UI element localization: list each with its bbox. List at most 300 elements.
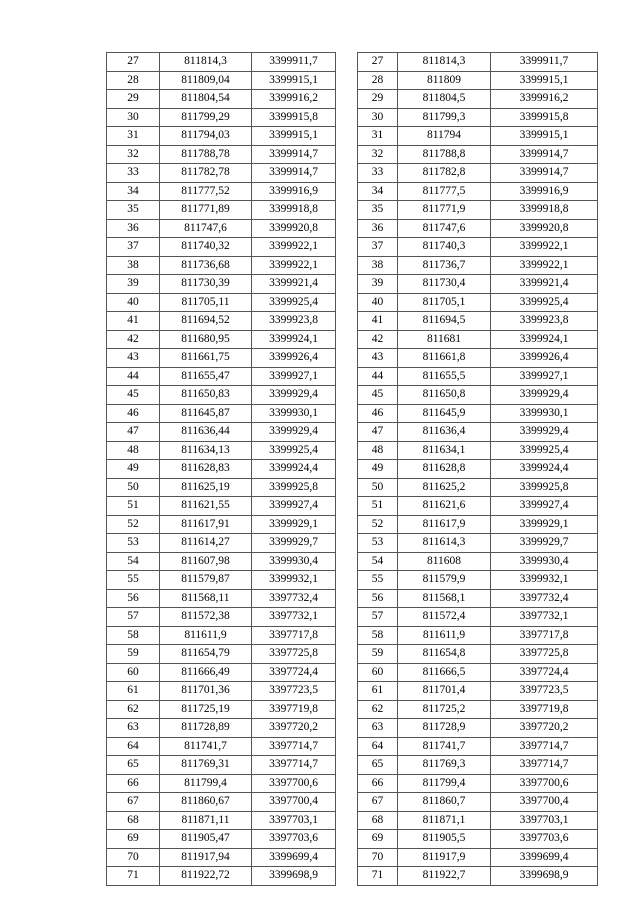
x-coordinate-cell: 811777,52 bbox=[160, 182, 252, 201]
table-row bbox=[107, 71, 598, 90]
y-coordinate-cell-right: 3399915,1 bbox=[491, 71, 598, 90]
table-gap-cell bbox=[336, 867, 358, 886]
point-number-cell: 48 bbox=[107, 441, 160, 460]
y-coordinate-cell: 3397720,2 bbox=[252, 719, 336, 738]
table-gap-cell bbox=[336, 700, 358, 719]
x-coordinate-cell: 811701,36 bbox=[160, 682, 252, 701]
table-gap-cell bbox=[336, 737, 358, 756]
point-number-cell-right: 45 bbox=[358, 386, 398, 405]
table-gap-cell bbox=[336, 145, 358, 164]
point-number-cell: 67 bbox=[107, 793, 160, 812]
x-coordinate-cell: 811628,83 bbox=[160, 460, 252, 479]
point-number-cell-right: 28 bbox=[358, 71, 398, 90]
y-coordinate-cell-right: 3399923,8 bbox=[491, 312, 598, 331]
x-coordinate-cell-right: 811568,1 bbox=[398, 589, 491, 608]
x-coordinate-cell-right: 811572,4 bbox=[398, 608, 491, 627]
point-number-cell-right: 57 bbox=[358, 608, 398, 627]
table-gap-cell bbox=[336, 256, 358, 275]
x-coordinate-cell-right: 811694,5 bbox=[398, 312, 491, 331]
x-coordinate-cell-right: 811922,7 bbox=[398, 867, 491, 886]
y-coordinate-cell-right: 3399932,1 bbox=[491, 571, 598, 590]
point-number-cell-right: 52 bbox=[358, 515, 398, 534]
y-coordinate-cell-right: 3399699,4 bbox=[491, 848, 598, 867]
table-gap-cell bbox=[336, 478, 358, 497]
x-coordinate-cell-right: 811860,7 bbox=[398, 793, 491, 812]
table-row bbox=[107, 367, 598, 386]
x-coordinate-cell-right: 811794 bbox=[398, 127, 491, 146]
x-coordinate-cell-right: 811777,5 bbox=[398, 182, 491, 201]
y-coordinate-cell: 3399927,4 bbox=[252, 497, 336, 516]
point-number-cell-right: 40 bbox=[358, 293, 398, 312]
table-row bbox=[107, 608, 598, 627]
y-coordinate-cell-right: 3399922,1 bbox=[491, 256, 598, 275]
table-row bbox=[107, 719, 598, 738]
y-coordinate-cell-right: 3397714,7 bbox=[491, 737, 598, 756]
table-gap-cell bbox=[336, 330, 358, 349]
point-number-cell: 30 bbox=[107, 108, 160, 127]
y-coordinate-cell-right: 3399930,1 bbox=[491, 404, 598, 423]
x-coordinate-cell-right: 811725,2 bbox=[398, 700, 491, 719]
table-row bbox=[107, 848, 598, 867]
x-coordinate-cell: 811661,75 bbox=[160, 349, 252, 368]
table-row bbox=[107, 830, 598, 849]
y-coordinate-cell: 3397725,8 bbox=[252, 645, 336, 664]
table-gap-cell bbox=[336, 663, 358, 682]
table-row bbox=[107, 330, 598, 349]
table-gap-cell bbox=[336, 423, 358, 442]
x-coordinate-cell: 811645,87 bbox=[160, 404, 252, 423]
x-coordinate-cell: 811680,95 bbox=[160, 330, 252, 349]
y-coordinate-cell: 3399922,1 bbox=[252, 238, 336, 257]
y-coordinate-cell-right: 3399925,4 bbox=[491, 441, 598, 460]
point-number-cell: 69 bbox=[107, 830, 160, 849]
x-coordinate-cell: 811634,13 bbox=[160, 441, 252, 460]
y-coordinate-cell-right: 3397700,6 bbox=[491, 774, 598, 793]
x-coordinate-cell-right: 811634,1 bbox=[398, 441, 491, 460]
x-coordinate-cell-right: 811625,2 bbox=[398, 478, 491, 497]
point-number-cell: 53 bbox=[107, 534, 160, 553]
y-coordinate-cell: 3399925,4 bbox=[252, 441, 336, 460]
y-coordinate-cell-right: 3397714,7 bbox=[491, 756, 598, 775]
x-coordinate-cell-right: 811804,5 bbox=[398, 90, 491, 109]
y-coordinate-cell: 3399916,9 bbox=[252, 182, 336, 201]
x-coordinate-cell: 811611,9 bbox=[160, 626, 252, 645]
point-number-cell: 63 bbox=[107, 719, 160, 738]
x-coordinate-cell: 811799,29 bbox=[160, 108, 252, 127]
point-number-cell: 71 bbox=[107, 867, 160, 886]
x-coordinate-cell-right: 811654,8 bbox=[398, 645, 491, 664]
y-coordinate-cell: 3397714,7 bbox=[252, 756, 336, 775]
x-coordinate-cell-right: 811740,3 bbox=[398, 238, 491, 257]
point-number-cell: 31 bbox=[107, 127, 160, 146]
table-row bbox=[107, 571, 598, 590]
y-coordinate-cell-right: 3399925,8 bbox=[491, 478, 598, 497]
point-number-cell-right: 49 bbox=[358, 460, 398, 479]
point-number-cell: 60 bbox=[107, 663, 160, 682]
y-coordinate-cell-right: 3399915,1 bbox=[491, 127, 598, 146]
y-coordinate-cell: 3397700,4 bbox=[252, 793, 336, 812]
table-gap-cell bbox=[336, 108, 358, 127]
y-coordinate-cell-right: 3399914,7 bbox=[491, 145, 598, 164]
x-coordinate-cell: 811736,68 bbox=[160, 256, 252, 275]
y-coordinate-cell: 3399922,1 bbox=[252, 256, 336, 275]
point-number-cell: 61 bbox=[107, 682, 160, 701]
point-number-cell: 33 bbox=[107, 164, 160, 183]
point-number-cell: 44 bbox=[107, 367, 160, 386]
x-coordinate-cell-right: 811771,9 bbox=[398, 201, 491, 220]
table-gap-cell bbox=[336, 534, 358, 553]
point-number-cell: 34 bbox=[107, 182, 160, 201]
x-coordinate-cell: 811636,44 bbox=[160, 423, 252, 442]
y-coordinate-cell: 3397714,7 bbox=[252, 737, 336, 756]
y-coordinate-cell-right: 3399927,4 bbox=[491, 497, 598, 516]
y-coordinate-cell-right: 3399929,7 bbox=[491, 534, 598, 553]
point-number-cell-right: 35 bbox=[358, 201, 398, 220]
x-coordinate-cell-right: 811681 bbox=[398, 330, 491, 349]
y-coordinate-cell-right: 3399914,7 bbox=[491, 164, 598, 183]
y-coordinate-cell: 3399914,7 bbox=[252, 145, 336, 164]
x-coordinate-cell-right: 811666,5 bbox=[398, 663, 491, 682]
y-coordinate-cell-right: 3399925,4 bbox=[491, 293, 598, 312]
table-gap-cell bbox=[336, 552, 358, 571]
y-coordinate-cell-right: 3399921,4 bbox=[491, 275, 598, 294]
x-coordinate-cell: 811794,03 bbox=[160, 127, 252, 146]
table-gap-cell bbox=[336, 460, 358, 479]
point-number-cell: 43 bbox=[107, 349, 160, 368]
y-coordinate-cell-right: 3397720,2 bbox=[491, 719, 598, 738]
table-gap-cell bbox=[336, 848, 358, 867]
y-coordinate-cell: 3397703,6 bbox=[252, 830, 336, 849]
table-row bbox=[107, 774, 598, 793]
point-number-cell-right: 38 bbox=[358, 256, 398, 275]
x-coordinate-cell-right: 811621,6 bbox=[398, 497, 491, 516]
x-coordinate-cell-right: 811645,9 bbox=[398, 404, 491, 423]
y-coordinate-cell: 3399698,9 bbox=[252, 867, 336, 886]
coordinates-table-wrap bbox=[106, 52, 597, 886]
y-coordinate-cell: 3399925,4 bbox=[252, 293, 336, 312]
coordinates-table-body bbox=[107, 53, 598, 886]
point-number-cell: 55 bbox=[107, 571, 160, 590]
point-number-cell-right: 64 bbox=[358, 737, 398, 756]
point-number-cell-right: 31 bbox=[358, 127, 398, 146]
table-row bbox=[107, 700, 598, 719]
table-gap-cell bbox=[336, 682, 358, 701]
y-coordinate-cell: 3397724,4 bbox=[252, 663, 336, 682]
point-number-cell: 52 bbox=[107, 515, 160, 534]
x-coordinate-cell: 811771,89 bbox=[160, 201, 252, 220]
table-row bbox=[107, 293, 598, 312]
point-number-cell-right: 55 bbox=[358, 571, 398, 590]
coordinates-table bbox=[106, 52, 598, 886]
table-gap-cell bbox=[336, 164, 358, 183]
point-number-cell: 50 bbox=[107, 478, 160, 497]
y-coordinate-cell: 3399932,1 bbox=[252, 571, 336, 590]
x-coordinate-cell: 811728,89 bbox=[160, 719, 252, 738]
point-number-cell-right: 43 bbox=[358, 349, 398, 368]
table-gap-cell bbox=[336, 201, 358, 220]
table-row bbox=[107, 737, 598, 756]
y-coordinate-cell-right: 3397732,1 bbox=[491, 608, 598, 627]
table-row bbox=[107, 793, 598, 812]
y-coordinate-cell: 3399926,4 bbox=[252, 349, 336, 368]
x-coordinate-cell-right: 811809 bbox=[398, 71, 491, 90]
point-number-cell-right: 56 bbox=[358, 589, 398, 608]
y-coordinate-cell-right: 3397703,6 bbox=[491, 830, 598, 849]
point-number-cell: 49 bbox=[107, 460, 160, 479]
x-coordinate-cell: 811917,94 bbox=[160, 848, 252, 867]
x-coordinate-cell: 811788,78 bbox=[160, 145, 252, 164]
y-coordinate-cell-right: 3399927,1 bbox=[491, 367, 598, 386]
table-row bbox=[107, 460, 598, 479]
x-coordinate-cell: 811694,52 bbox=[160, 312, 252, 331]
table-gap-cell bbox=[336, 386, 358, 405]
point-number-cell: 57 bbox=[107, 608, 160, 627]
y-coordinate-cell-right: 3399929,4 bbox=[491, 386, 598, 405]
table-row bbox=[107, 867, 598, 886]
point-number-cell-right: 58 bbox=[358, 626, 398, 645]
y-coordinate-cell-right: 3399929,4 bbox=[491, 423, 598, 442]
table-row bbox=[107, 275, 598, 294]
x-coordinate-cell: 811740,32 bbox=[160, 238, 252, 257]
table-row bbox=[107, 127, 598, 146]
table-gap-cell bbox=[336, 774, 358, 793]
point-number-cell: 51 bbox=[107, 497, 160, 516]
point-number-cell: 28 bbox=[107, 71, 160, 90]
table-row bbox=[107, 645, 598, 664]
table-gap-cell bbox=[336, 608, 358, 627]
table-row bbox=[107, 256, 598, 275]
table-gap-cell bbox=[336, 793, 358, 812]
point-number-cell: 66 bbox=[107, 774, 160, 793]
y-coordinate-cell-right: 3397700,4 bbox=[491, 793, 598, 812]
table-row bbox=[107, 756, 598, 775]
y-coordinate-cell-right: 3399924,4 bbox=[491, 460, 598, 479]
point-number-cell-right: 36 bbox=[358, 219, 398, 238]
point-number-cell-right: 46 bbox=[358, 404, 398, 423]
y-coordinate-cell: 3397719,8 bbox=[252, 700, 336, 719]
x-coordinate-cell: 811572,38 bbox=[160, 608, 252, 627]
point-number-cell: 35 bbox=[107, 201, 160, 220]
point-number-cell-right: 53 bbox=[358, 534, 398, 553]
table-gap-cell bbox=[336, 571, 358, 590]
table-gap-cell bbox=[336, 182, 358, 201]
point-number-cell: 62 bbox=[107, 700, 160, 719]
x-coordinate-cell: 811654,79 bbox=[160, 645, 252, 664]
table-row bbox=[107, 404, 598, 423]
table-gap-cell bbox=[336, 53, 358, 72]
y-coordinate-cell-right: 3397719,8 bbox=[491, 700, 598, 719]
x-coordinate-cell: 811607,98 bbox=[160, 552, 252, 571]
y-coordinate-cell-right: 3399916,2 bbox=[491, 90, 598, 109]
point-number-cell-right: 27 bbox=[358, 53, 398, 72]
point-number-cell-right: 33 bbox=[358, 164, 398, 183]
table-row bbox=[107, 423, 598, 442]
x-coordinate-cell-right: 811917,9 bbox=[398, 848, 491, 867]
x-coordinate-cell: 811579,87 bbox=[160, 571, 252, 590]
point-number-cell: 59 bbox=[107, 645, 160, 664]
point-number-cell: 40 bbox=[107, 293, 160, 312]
y-coordinate-cell-right: 3399924,1 bbox=[491, 330, 598, 349]
y-coordinate-cell: 3399914,7 bbox=[252, 164, 336, 183]
point-number-cell-right: 71 bbox=[358, 867, 398, 886]
x-coordinate-cell: 811725,19 bbox=[160, 700, 252, 719]
x-coordinate-cell: 811747,6 bbox=[160, 219, 252, 238]
table-gap-cell bbox=[336, 275, 358, 294]
point-number-cell: 36 bbox=[107, 219, 160, 238]
point-number-cell-right: 39 bbox=[358, 275, 398, 294]
x-coordinate-cell: 811705,11 bbox=[160, 293, 252, 312]
y-coordinate-cell-right: 3399911,7 bbox=[491, 53, 598, 72]
y-coordinate-cell-right: 3399920,8 bbox=[491, 219, 598, 238]
table-row bbox=[107, 312, 598, 331]
point-number-cell-right: 37 bbox=[358, 238, 398, 257]
x-coordinate-cell-right: 811655,5 bbox=[398, 367, 491, 386]
table-gap-cell bbox=[336, 645, 358, 664]
x-coordinate-cell-right: 811769,3 bbox=[398, 756, 491, 775]
table-row bbox=[107, 478, 598, 497]
point-number-cell: 42 bbox=[107, 330, 160, 349]
x-coordinate-cell-right: 811799,3 bbox=[398, 108, 491, 127]
y-coordinate-cell-right: 3397723,5 bbox=[491, 682, 598, 701]
y-coordinate-cell-right: 3399915,8 bbox=[491, 108, 598, 127]
table-row bbox=[107, 182, 598, 201]
table-row bbox=[107, 441, 598, 460]
y-coordinate-cell-right: 3399916,9 bbox=[491, 182, 598, 201]
table-gap-cell bbox=[336, 589, 358, 608]
y-coordinate-cell: 3397723,5 bbox=[252, 682, 336, 701]
point-number-cell-right: 34 bbox=[358, 182, 398, 201]
y-coordinate-cell: 3399699,4 bbox=[252, 848, 336, 867]
x-coordinate-cell: 811614,27 bbox=[160, 534, 252, 553]
point-number-cell-right: 29 bbox=[358, 90, 398, 109]
point-number-cell: 32 bbox=[107, 145, 160, 164]
x-coordinate-cell-right: 811701,4 bbox=[398, 682, 491, 701]
table-row bbox=[107, 219, 598, 238]
point-number-cell-right: 30 bbox=[358, 108, 398, 127]
point-number-cell-right: 69 bbox=[358, 830, 398, 849]
x-coordinate-cell: 811650,83 bbox=[160, 386, 252, 405]
x-coordinate-cell: 811809,04 bbox=[160, 71, 252, 90]
x-coordinate-cell-right: 811608 bbox=[398, 552, 491, 571]
table-row bbox=[107, 811, 598, 830]
y-coordinate-cell: 3399918,8 bbox=[252, 201, 336, 220]
point-number-cell-right: 32 bbox=[358, 145, 398, 164]
point-number-cell-right: 70 bbox=[358, 848, 398, 867]
table-gap-cell bbox=[336, 830, 358, 849]
y-coordinate-cell: 3399924,1 bbox=[252, 330, 336, 349]
table-row bbox=[107, 682, 598, 701]
y-coordinate-cell-right: 3399922,1 bbox=[491, 238, 598, 257]
x-coordinate-cell-right: 811661,8 bbox=[398, 349, 491, 368]
x-coordinate-cell: 811568,11 bbox=[160, 589, 252, 608]
table-gap-cell bbox=[336, 367, 358, 386]
table-gap-cell bbox=[336, 219, 358, 238]
x-coordinate-cell: 811782,78 bbox=[160, 164, 252, 183]
table-row bbox=[107, 552, 598, 571]
y-coordinate-cell-right: 3397724,4 bbox=[491, 663, 598, 682]
x-coordinate-cell: 811617,91 bbox=[160, 515, 252, 534]
point-number-cell: 54 bbox=[107, 552, 160, 571]
point-number-cell: 46 bbox=[107, 404, 160, 423]
x-coordinate-cell-right: 811871,1 bbox=[398, 811, 491, 830]
x-coordinate-cell-right: 811814,3 bbox=[398, 53, 491, 72]
table-row bbox=[107, 589, 598, 608]
table-row bbox=[107, 201, 598, 220]
table-gap-cell bbox=[336, 349, 358, 368]
point-number-cell: 45 bbox=[107, 386, 160, 405]
y-coordinate-cell: 3397703,1 bbox=[252, 811, 336, 830]
y-coordinate-cell: 3399929,4 bbox=[252, 423, 336, 442]
y-coordinate-cell-right: 3397717,8 bbox=[491, 626, 598, 645]
table-row bbox=[107, 90, 598, 109]
y-coordinate-cell-right: 3399926,4 bbox=[491, 349, 598, 368]
point-number-cell: 27 bbox=[107, 53, 160, 72]
table-gap-cell bbox=[336, 293, 358, 312]
point-number-cell-right: 60 bbox=[358, 663, 398, 682]
x-coordinate-cell-right: 811788,8 bbox=[398, 145, 491, 164]
point-number-cell: 47 bbox=[107, 423, 160, 442]
point-number-cell-right: 50 bbox=[358, 478, 398, 497]
x-coordinate-cell: 811625,19 bbox=[160, 478, 252, 497]
y-coordinate-cell: 3399915,8 bbox=[252, 108, 336, 127]
x-coordinate-cell-right: 811736,7 bbox=[398, 256, 491, 275]
point-number-cell-right: 68 bbox=[358, 811, 398, 830]
table-row bbox=[107, 497, 598, 516]
point-number-cell: 41 bbox=[107, 312, 160, 331]
x-coordinate-cell-right: 811705,1 bbox=[398, 293, 491, 312]
table-row bbox=[107, 164, 598, 183]
table-gap-cell bbox=[336, 71, 358, 90]
table-row bbox=[107, 145, 598, 164]
x-coordinate-cell: 811814,3 bbox=[160, 53, 252, 72]
y-coordinate-cell-right: 3399918,8 bbox=[491, 201, 598, 220]
x-coordinate-cell-right: 811614,3 bbox=[398, 534, 491, 553]
table-gap-cell bbox=[336, 811, 358, 830]
table-gap-cell bbox=[336, 312, 358, 331]
x-coordinate-cell: 811769,31 bbox=[160, 756, 252, 775]
x-coordinate-cell: 811666,49 bbox=[160, 663, 252, 682]
x-coordinate-cell: 811922,72 bbox=[160, 867, 252, 886]
x-coordinate-cell-right: 811728,9 bbox=[398, 719, 491, 738]
x-coordinate-cell-right: 811650,8 bbox=[398, 386, 491, 405]
x-coordinate-cell-right: 811747,6 bbox=[398, 219, 491, 238]
point-number-cell: 70 bbox=[107, 848, 160, 867]
x-coordinate-cell-right: 811617,9 bbox=[398, 515, 491, 534]
x-coordinate-cell-right: 811730,4 bbox=[398, 275, 491, 294]
y-coordinate-cell: 3399920,8 bbox=[252, 219, 336, 238]
x-coordinate-cell: 811871,11 bbox=[160, 811, 252, 830]
y-coordinate-cell-right: 3399930,4 bbox=[491, 552, 598, 571]
y-coordinate-cell: 3397732,4 bbox=[252, 589, 336, 608]
y-coordinate-cell: 3397700,6 bbox=[252, 774, 336, 793]
point-number-cell: 58 bbox=[107, 626, 160, 645]
y-coordinate-cell: 3399929,1 bbox=[252, 515, 336, 534]
x-coordinate-cell: 811860,67 bbox=[160, 793, 252, 812]
y-coordinate-cell: 3399925,8 bbox=[252, 478, 336, 497]
x-coordinate-cell-right: 811636,4 bbox=[398, 423, 491, 442]
point-number-cell: 37 bbox=[107, 238, 160, 257]
x-coordinate-cell: 811799,4 bbox=[160, 774, 252, 793]
table-row bbox=[107, 349, 598, 368]
y-coordinate-cell: 3399916,2 bbox=[252, 90, 336, 109]
table-gap-cell bbox=[336, 441, 358, 460]
table-row bbox=[107, 386, 598, 405]
table-row bbox=[107, 108, 598, 127]
y-coordinate-cell: 3399930,1 bbox=[252, 404, 336, 423]
point-number-cell-right: 59 bbox=[358, 645, 398, 664]
point-number-cell-right: 48 bbox=[358, 441, 398, 460]
y-coordinate-cell: 3397717,8 bbox=[252, 626, 336, 645]
